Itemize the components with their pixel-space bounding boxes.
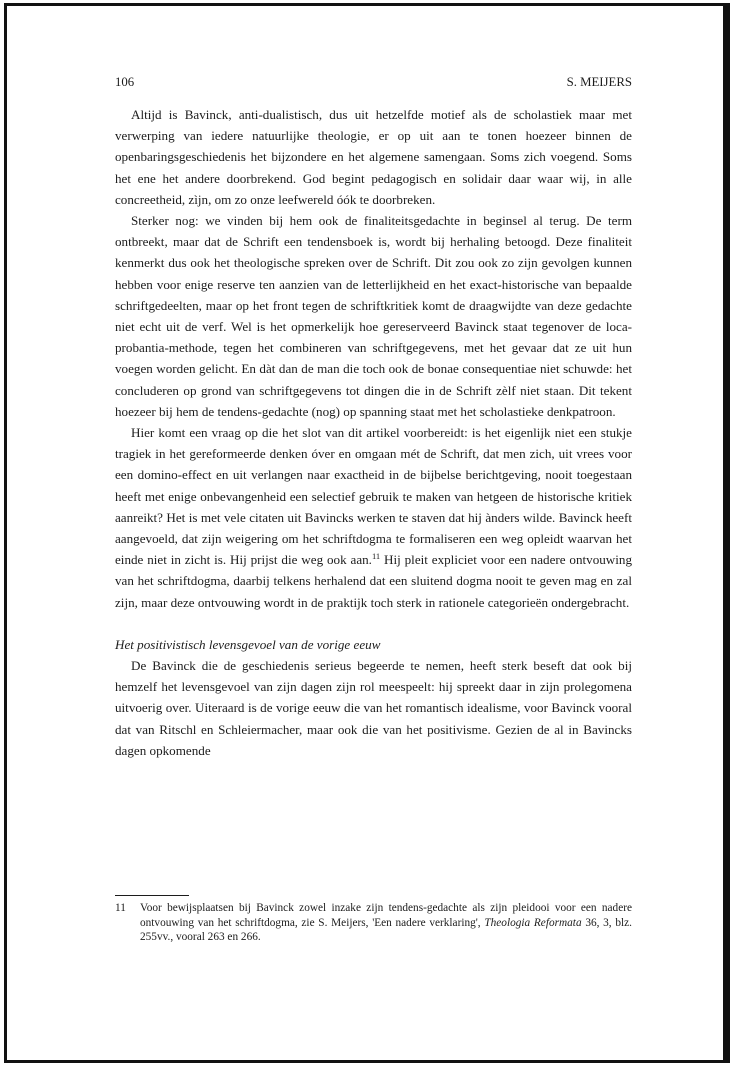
section-heading: Het positivistisch levensgevoel van de vorige eeuw [115, 636, 381, 652]
footnote-reference: 11 [371, 551, 381, 562]
footnote-text [140, 901, 632, 945]
paragraph-3-continued: Hij pleit expliciet voor een nadere ontvouwing van het schriftdogma, daarbij telkens herhalend dat een sluitend dogma nooit te geven mag en zal zijn, maar deze ontvouwing wordt in de praktijk toch sterk in rationele categorieën ondergebracht. [115, 552, 632, 610]
footnote-item [115, 901, 632, 945]
paragraph-1: Altijd is Bavinck, anti-dualistisch, dus uit hetzelfde motief als de scholastiek maar met verwerping van iedere natuurlijke theologie, er op uit aan te tonen hoezeer binnen de openbaringsgeschiedenis het bijzondere en het algemene samengaan. Soms zich voegend. Soms het ene het andere doorbrekend. God begint pedagogisch en solidair daar waar wij, in alle concreetheid, zìjn, om zo onze leefwereld óók te doorbreken. [115, 107, 632, 207]
footnotes [115, 901, 632, 945]
paragraph-2: Sterker nog: we vinden bij hem ook de finaliteitsgedachte in beginsel al terug. De term ontbreekt, maar dat de Schrift een tendensboek is, wordt bij herhaling betoogd. Deze finaliteit kenmerkt dus ook het theologische spreken over de Schrift. Dit zou ook zo zijn gevolgen kunnen hebben voor enige reserve ten aanzien van de letterlijkheid en het exact-historische van bepaalde schriftgedeelten, maar op het front tegen de schriftkritiek komt de draagwijdte van deze gedachte niet echt uit de verf. Wel is het opmerkelijk hoe gereserveerd Bavinck staat tegenover de loca-probantia-methode, tegen het combineren van schriftgegevens, met het gevaar dat ze uit hun voegen worden gelicht. En dàt dan de man die toch ook de bonae consequentiae niet schuwde: het concluderen op grond van schriftgegevens tot dingen die in de Schrift zèlf niet staan. Dit tekent hoezeer bij hem de tendens-gedachte (nog) op spanning staat met het scholastieke denkpatroon. [115, 213, 632, 419]
paragraph-3-text: Hier komt een vraag op die het slot van dit artikel voorbereidt: is het eigenlijk niet een stukje tragiek in het gereformeerde denken óver en omgaan mét de Schrift, dat men zich, uit vrees voor een domino-effect en uit verlangen naar exactheid in de bijbelse berichtgeving, nooit toegestaan heeft met enige onbevangenheid een selectief gebruik te maken van hetgeen de historische kritiek aanreikt? Het is met vele citaten uit Bavincks werken te staven dat hij ànders wilde. Bavinck heeft aangevoeld, dat zijn weigering om het schriftdogma te formaliseren een weg opleidt waarvan het einde niet in zicht is. Hij prijst die weg ook aan. [115, 425, 632, 568]
footnote-text-end: 36, 3, blz. 255vv., vooral 263 en 266. [140, 916, 632, 944]
running-head-author: S. MEIJERS [566, 75, 632, 89]
footnote-journal-title: Theologia Reformata [484, 916, 582, 929]
paragraph-4: De Bavinck die de geschiedenis serieus begeerde te nemen, heeft sterk beseft dat ook bij hemzelf het levensgevoel van zijn dagen zijn rol meespeelt: hij spreekt daar in zijn prolegomena uitvoerig over. Uiteraard is de vorige eeuw die van het romantisch idealisme, voor Bavinck vooral dat van Ritschl en Schleiermacher, maar ook die van het positivisme. Gezien de al in Bavincks dagen opkomende [115, 658, 632, 758]
paragraph-3 [115, 422, 632, 613]
footnote-text-start: Voor bewijsplaatsen bij Bavinck zowel inzake zijn tendens-gedachte als zijn pleidooi voor een nadere ontvouwing van het schriftdogma, zie S. Meijers, 'Een nadere verklaring', [140, 902, 632, 929]
footnote-divider [115, 895, 189, 896]
footnote-number: 11 [115, 902, 126, 914]
running-head [115, 72, 632, 93]
body-text [115, 104, 632, 761]
page-number: 106 [115, 75, 135, 89]
